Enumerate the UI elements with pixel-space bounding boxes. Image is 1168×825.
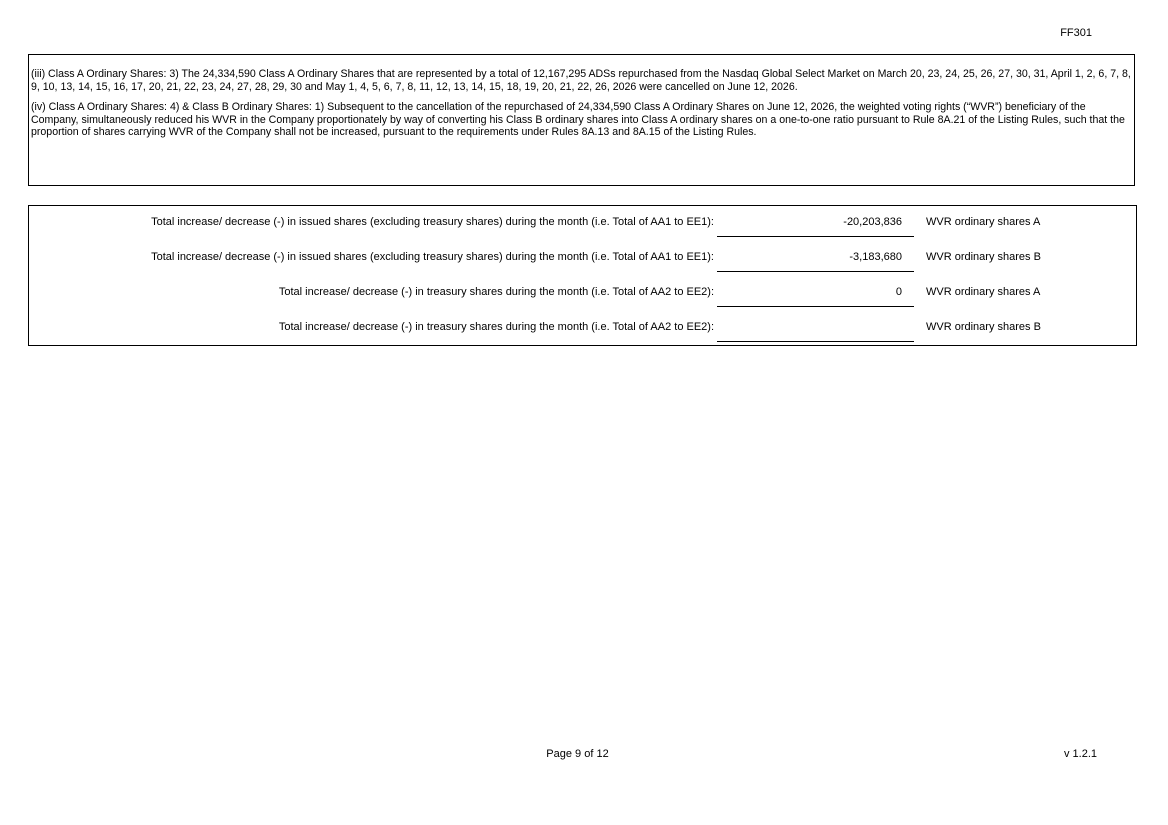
notes-box: [28, 54, 1135, 186]
totals-row-issued-b: [29, 244, 1136, 266]
totals-value: -20,203,836: [717, 216, 914, 237]
totals-row-treasury-b: [29, 314, 1136, 336]
form-code: FF301: [1060, 27, 1092, 39]
totals-box: [28, 205, 1137, 346]
totals-unit: WVR ordinary shares A: [926, 216, 1041, 228]
version-label: v 1.2.1: [1063, 748, 1097, 760]
totals-value: 0: [717, 286, 914, 307]
totals-value: -3,183,680: [717, 251, 914, 272]
totals-row-treasury-a: [29, 279, 1136, 301]
totals-unit: WVR ordinary shares B: [926, 251, 1041, 263]
totals-row-issued-a: [29, 209, 1136, 231]
totals-label: Total increase/ decrease (-) in issued shares (excluding treasury shares) during the month (i.e. Total of AA1 to EE1):: [151, 216, 714, 228]
totals-label: Total increase/ decrease (-) in treasury shares during the month (i.e. Total of AA2 to EE2):: [278, 286, 714, 298]
totals-value: [717, 321, 914, 342]
totals-label: Total increase/ decrease (-) in issued shares (excluding treasury shares) during the month (i.e. Total of AA1 to EE1):: [151, 251, 714, 263]
totals-unit: WVR ordinary shares A: [926, 286, 1041, 298]
page-number: Page 9 of 12: [546, 748, 609, 760]
totals-label: Total increase/ decrease (-) in treasury shares during the month (i.e. Total of AA2 to EE2):: [278, 321, 714, 333]
note-iii: (iii) Class A Ordinary Shares: 3) The 24,334,590 Class A Ordinary Shares that are represented by a total of 12,167,295 ADSs repurchased from the Nasdaq Global Select Market on March 20, 23, 24, 25, 26, 27, 30, 31, April 1, 2, 6, 7, 8, 9, 10, 13, 14, 15, 16, 17, 20, 21, 22, 23, 24, 27, 28, 29, 30 and May 1, 4, 5, 6, 7, 8, 11, 12, 13, 14, 15, 18, 19, 20, 21, 22, 26, 2026 were cancelled on June 12, 2026.: [31, 68, 1131, 93]
totals-unit: WVR ordinary shares B: [926, 321, 1041, 333]
note-iv: (iv) Class A Ordinary Shares: 4) & Class B Ordinary Shares: 1) Subsequent to the cancellation of the repurchased of 24,334,590 Class A Ordinary Shares on June 12, 2026, the weighted voting rights (“WVR”) beneficiary of the Company, simultaneously reduced his WVR in the Company proportionately by way of converting his Class B ordinary shares into Class A ordinary shares on a one-to-one ratio pursuant to Rule 8A.21 of the Listing Rules, such that the proportion of shares carrying WVR of the Company shall not be increased, pursuant to the requirements under Rules 8A.13 and 8A.15 of the Listing Rules.: [31, 101, 1125, 138]
